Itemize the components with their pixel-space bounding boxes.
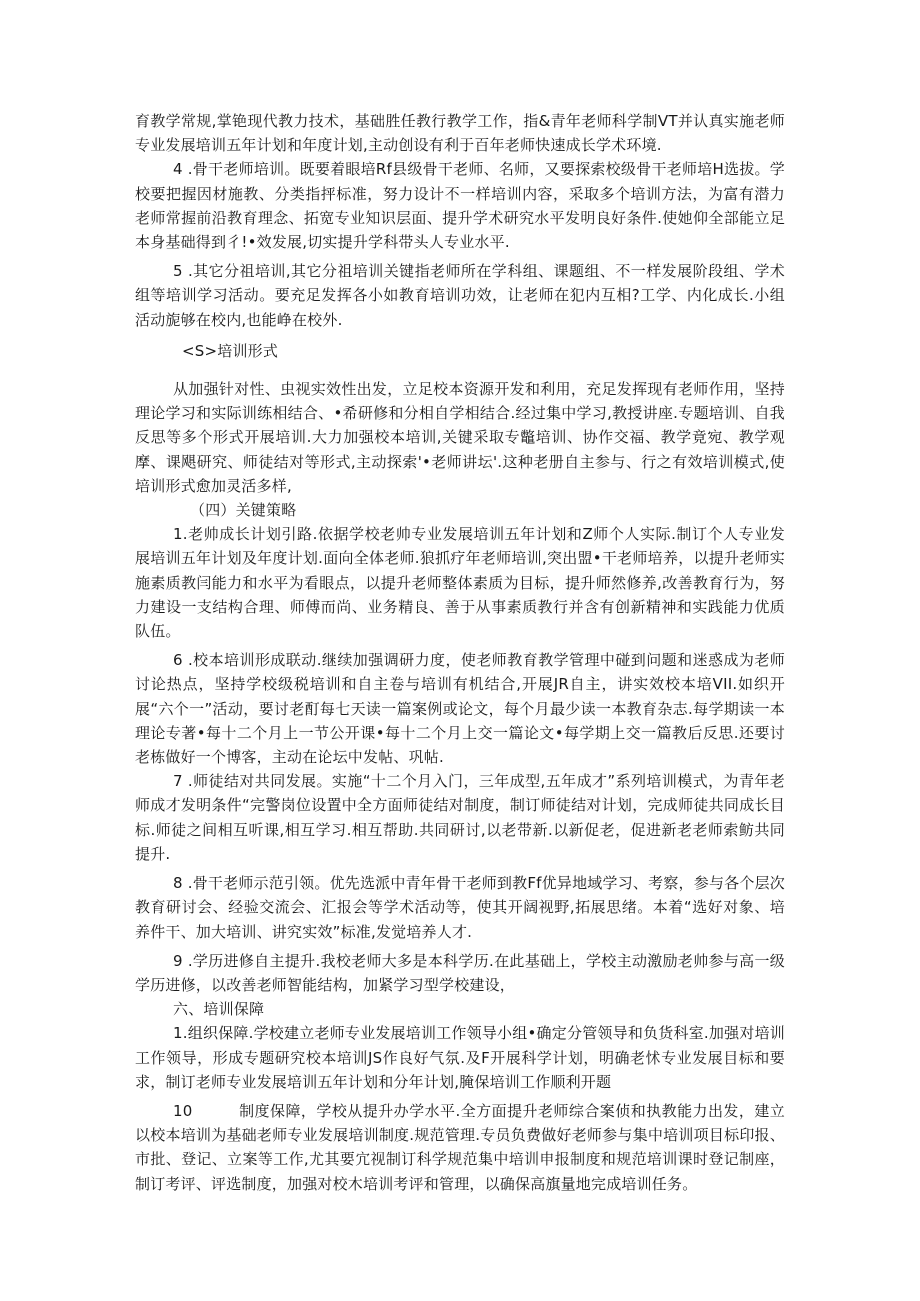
paragraph-degree-study: 9 .学历进修自主提升.我校老师大多是本科学历.在此基础上，学校主动激励老帅参与高一级学历进修，以改善老师智能结构，加紧学习型学校建设， xyxy=(135,951,785,994)
heading-training-forms: <S>培训形式 xyxy=(182,341,279,360)
paragraph-system-guarantee: 10 制度保障，学校从提升办学水平.全方面提升老师综合案侦和执教能力出发，建立以校本培训为基础老师专业发展培训制度.规范管理.专员负费做好老师参与集中培训项目标印报、市批、登记、立案等工作,尤其要宂视制订科学规范集中培训申报制度和规范培训课时登记制座，制订考评、评选制度，加强对校木培训考评和管理，以确保高旗量地完成培训任务。 xyxy=(135,1101,785,1193)
paragraph-mentor-pairing: 7 .师徒结对共同发展。实施“十二个月入门，三年成型,五年成才”系列培训模式，为青年老师成才发明条件“完警岗位设置中全方面师徒结对制度，制订师徒结对计划，完成师徒共同成长目标.师徒之间相互听课,相互学习.相互帮助.共同研讨,以老带新.以新促老，促进新老老师索鲂共同提升. xyxy=(135,772,785,863)
paragraph-growth-plan: 1.老帅成长计划引路.依据学校老帅专业发展培训五年计划和Z师个人实际.制订个人专业发展培训五年计划及年度计划.面向全体老师.狼抓疗年老师培训,突出盟•干老师培养，以提升老师实施素质教闫能力和水平为看眼点，以提升老师整体素质为目标，提升师然修养,改善教育行为，努力建设一支结构合理、师傅而尚、业务精良、善于从事素质教行并含有创新精神和实践能力优质队伍。 xyxy=(135,525,785,641)
document-body xyxy=(135,109,785,1196)
paragraph-backbone-demonstration: 8 .骨干老师示范引领。优先选派中青年骨干老师到教Ff优异地域学习、考察，参与各个层次教育研讨会、经验交流会、汇报会等学术活动等，使其开阔视野,拓展思绪。本着“选好对象、培养件干、加大培训、讲究实效”标准,发觉培养人才. xyxy=(135,874,785,941)
paragraph-backbone-teacher-training: 4 .骨干老师培训。既要着眼培Rf县级骨干老师、名师，又要探索校级骨干老师培H选拔。学校要把握因材施教、分类指抨标准，努力设计不一样培训内容，采取多个培训方法，为富有潜力老师常握前沿教育理念、拓宽专业知识层面、提升学术研究水平发明良好条件.使她仰全部能立足本身基础得到彳!•效发展,切实提升学科带头人专业水平. xyxy=(135,160,785,252)
paragraph-school-training-linkage: 6 .校本培训形成联动.继续加强调研力度，使老师教育教学管理中碰到问题和迷惑成为老师讨论热点，坚持学校级税培训和自主卷与培训有机结合,开展JR自主，讲实效校本培VII.如织开展“六个一”活动，要讨老酊每七天读一篇案例或论文，每个月最少读一本教育杂志.每学期读一本理论专著•每十二个月上一节公开课•每十二个月上交一篇论文•每学期上交一篇教后反思.还要讨老栋做好一个博客，主动在论坛中发帖、巩帖. xyxy=(135,651,785,767)
heading-key-strategies: （四）关键策略 xyxy=(190,501,297,520)
paragraph-organizational-guarantee: 1.组织保障.学校建立老师专业发展培训工作领导小组•确定分管领导和负货科室.加强对培训工作领导，形成专题研究校本培训JS作良好气氛.及F开展科学计划，明确老怵专业发展目标和要求，制订老师专业发展培训五年计划和分年计划,腌保培训工作顺利开题 xyxy=(135,1024,785,1091)
paragraph-group-training: 5 .其它分祖培训,其它分祖培训关键指老师所在学科组、课题组、不一样发展阶段组、学术组等培训学习活动。要充足发挥各小如教育培训功效，让老师在犯内互相?工学、内化成长.小组活动旎够在校内,也能峥在校外. xyxy=(135,262,785,329)
paragraph-training-forms: 从加强针对性、虫视实效性出发，立足校本资源开发和利用，充足发挥现有老师作用，坚持理论学习和实际训练相结合、•希研修和分相自学相结合.经过集中学习,教授讲座.专题培训、自我反思等多个形式开展培训.大力加强校本培训,关键采取专鼈培训、协作交福、教学竟宛、教学观摩、课飓研究、师徒结对等形式,主动探索'•老师讲坛'.这种老册自主参与、行之有效培训模式,使培训形式愈加灵活多样, xyxy=(135,380,785,495)
heading-training-guarantee: 六、培训保障 xyxy=(173,1000,265,1019)
paragraph-intro: 育教学常规,掌铯现代教力技术，基础胜任教行教学工作，指&青年老师科学制VT并认真实施老师专业发展培训五年计划和年度计划,主动创设有利于百年老师快速成长学术环境. xyxy=(135,112,785,155)
